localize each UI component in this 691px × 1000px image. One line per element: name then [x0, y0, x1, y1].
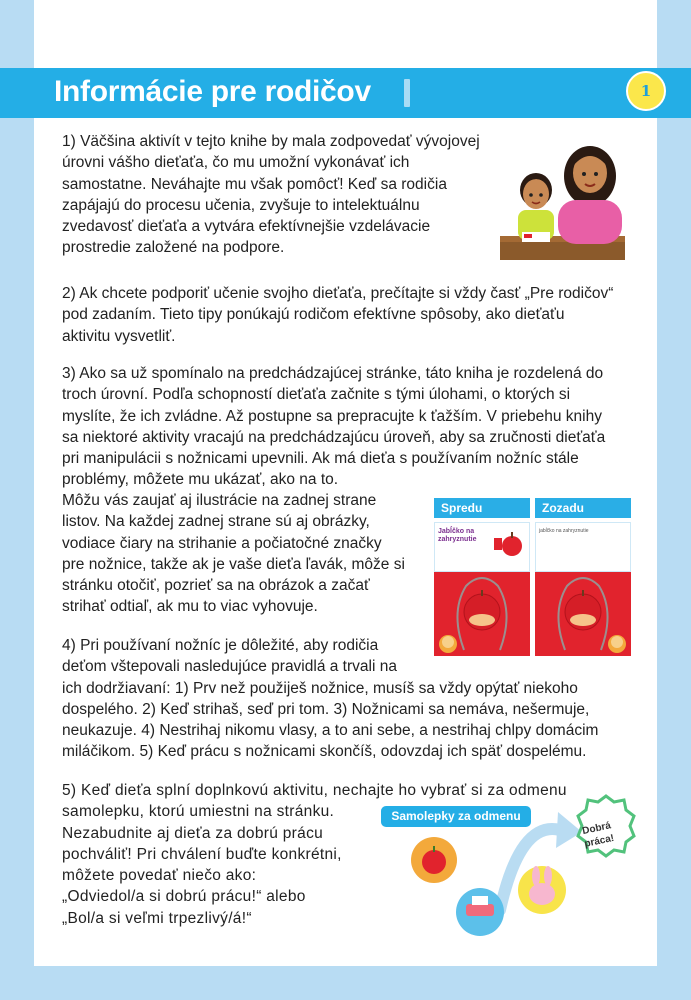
good-job-badge-text: Dobrá práca! [581, 820, 616, 850]
parent-child-illustration [500, 128, 625, 263]
title-accent-bar [404, 79, 410, 107]
paragraph-3-continued: Môžu vás zaujať aj ilustrácie na zadnej strane listov. Na každej zadnej strane sú aj obrázky, vodiace čiary na strihanie a počiatočné značky pre nožnice, takže ak je vaše dieťa ľavák, môže si stránku otočiť, pozrieť sa na obrázok a začať strihať odtiaľ, ak mu to viac vyhovuje. [62, 492, 405, 616]
page-number-badge: 1 [626, 71, 666, 111]
card-front [434, 498, 530, 656]
card-front-title: Jabĺčko na zahryznutie [438, 528, 477, 543]
card-front-label: Spredu [434, 498, 530, 518]
card-back-title: jabĺčko na zahryznutie [539, 528, 589, 534]
paragraph-1: 1) Väčšina aktivít v tejto knihe by mala zodpovedať vývojovej úrovni vášho dieťaťa, čo mu umožní vykonávať ich samostatne. Neváhajte mu však pomôcť! Keď sa rodičia zapájajú do procesu učenia, zvyšuje to intelektuálnu zvedavosť dieťaťa a vytvára efektívnejšie vzdelávacie prostredie založené na podpore. [62, 133, 480, 257]
card-back-label: Zozadu [535, 498, 631, 518]
sticker-reward-banner: Samolepky za odmenu [381, 806, 531, 827]
paragraph-5: 5) Keď dieťa splní doplnkovú aktivitu, nechajte ho vybrať si za odmenu samolepku, ktorú umiestni na stránku. Nezabudnite aj dieťa za dobrú prácu pochváliť! Pri chválení buďte konkrétni, môžete povedať niečo ako: „Odviedol/a si dobrú prácu!“ alebo „Bol/a si veľmi trpezlivý/á!“ [62, 782, 567, 927]
paragraph-2: 2) Ak chcete podporiť učenie svojho dieťaťa, prečítajte si vždy časť „Pre rodičov“ pod zadaním. Tieto tipy ponúkajú rodičom efektívne spôsoby, ako dieťaťu aktivitu vysvetliť. [62, 285, 614, 345]
card-back [535, 498, 631, 656]
apple-icon [490, 528, 524, 560]
paragraph-3: 3) Ako sa už spomínalo na predchádzajúcej stránke, táto kniha je rozdelená do troch úrovní. Podľa schopností dieťaťa začnite s tými úlohami, o ktorých si myslíte, že ich zvládne. Až postupne sa prepracujte k ťažším. V priebehu knihy sa niektoré aktivity vracajú na predchádzajúcu úroveň, aby sa zručnosti dieťaťa pri manipulácii s nožnicami upevnili. Ak má dieťa s používaním nožníc stále problémy, môžete mu ukázať, ako na to. [62, 365, 606, 489]
sticker-reward-illustration [400, 760, 640, 950]
paragraph-4: 4) Pri používaní nožníc je dôležité, aby rodičia deťom vštepovali nasledujúce pravidlá a trvali na ich dodržiavaní: 1) Prv než použiješ nožnice, musíš sa vždy opýtať niekoho dospelého. 2) Keď strihaš, seď pri tom. 3) Nožnicami sa nemáva, nešermuje, neukazuje. 4) Nestrihaj nikomu vlasy, a to ani sebe, a nestrihaj chlpy domácim miláčikom. 5) Keď prácu s nožnicami skončíš, odovzdaj ich späť dospelému. [62, 637, 599, 761]
page-title: Informácie pre rodičov [54, 75, 371, 108]
